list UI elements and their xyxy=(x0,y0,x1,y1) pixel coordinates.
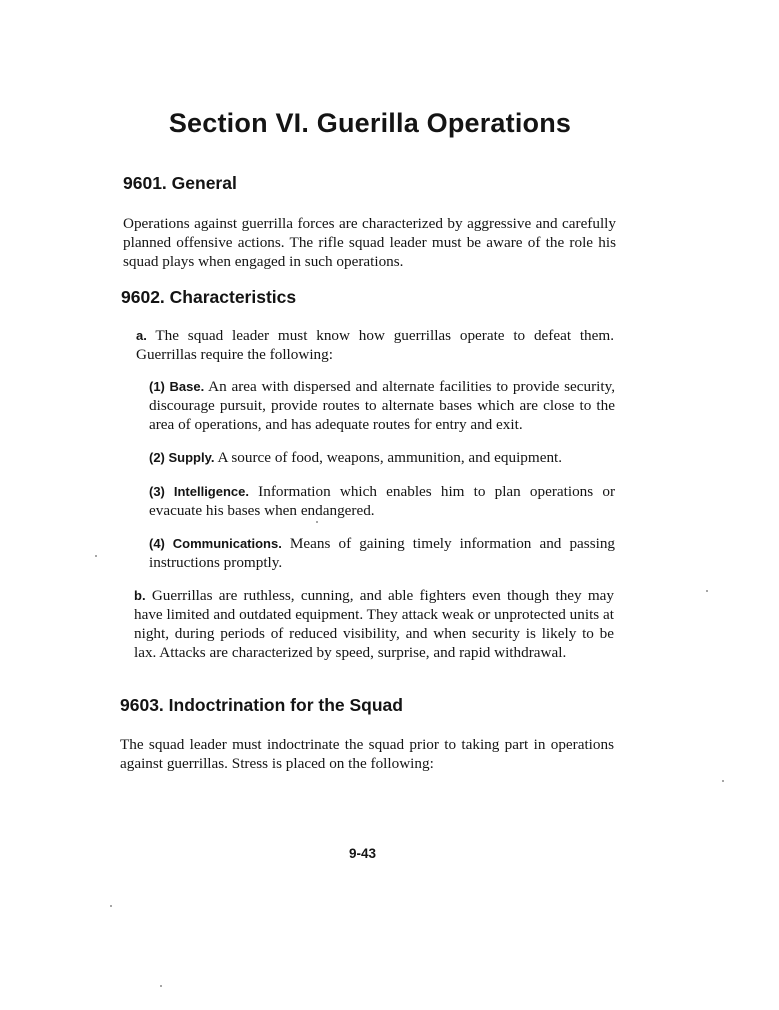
paragraph-9602-a xyxy=(136,326,614,364)
list-item-text: A source of food, weapons, ammunition, and equipment. xyxy=(217,449,563,466)
list-item-text: Information which enables him to plan operations or evacuate his bases when endangered. xyxy=(149,483,616,519)
list-item-communications xyxy=(149,534,615,572)
list-item-text: An area with dispersed and alternate facilities to provide security, discourage pursuit, provide routes to alternate bases which are close to the area of operations, and has adequate routes for entry and exit. xyxy=(149,378,615,433)
list-item-label: (2) Supply. xyxy=(149,450,215,465)
paragraph-9601: Operations against guerrilla forces are characterized by aggressive and carefully planned offensive actions. The rifle squad leader must be aware of the role his squad plays when engaged in such operations. xyxy=(123,215,616,270)
list-item-label: (4) Communications. xyxy=(149,536,282,551)
list-item-label: (1) Base. xyxy=(149,379,205,394)
list-item-supply xyxy=(149,448,615,467)
heading-9602: 9602. Characteristics xyxy=(121,287,297,307)
list-item-intelligence xyxy=(149,482,615,520)
list-item-base xyxy=(149,377,615,434)
page-number: 9-43 xyxy=(349,846,377,861)
paragraph-label: a. xyxy=(136,328,147,343)
paragraph-label: b. xyxy=(134,588,146,603)
scan-speck xyxy=(316,521,318,523)
list-item-text: Means of gaining timely information and passing instructions promptly. xyxy=(149,535,616,571)
paragraph-text: Guerrillas are ruthless, cunning, and able fighters even though they may have limited and outdated equipment. They attack weak or unprotected units at night, during periods of reduced visibility, and when security is likely to be lax. Attacks are characterized by speed, surprise, and rapid withdrawal. xyxy=(134,587,615,661)
paragraph-9602-b xyxy=(134,586,614,662)
scan-speck xyxy=(722,780,724,782)
scan-speck xyxy=(110,905,112,907)
paragraph-text: The squad leader must know how guerrillas operate to defeat them. Guerrillas require the following: xyxy=(136,327,614,363)
paragraph-9603: The squad leader must indoctrinate the squad prior to taking part in operations against guerrillas. Stress is placed on the following: xyxy=(120,736,614,772)
list-item-label: (3) Intelligence. xyxy=(149,484,249,499)
scan-speck xyxy=(160,985,162,987)
scan-speck xyxy=(706,590,708,592)
section-title: Section VI. Guerilla Operations xyxy=(168,108,572,138)
heading-9601: 9601. General xyxy=(123,173,237,193)
scan-speck xyxy=(95,555,97,557)
heading-9603: 9603. Indoctrination for the Squad xyxy=(120,695,403,715)
